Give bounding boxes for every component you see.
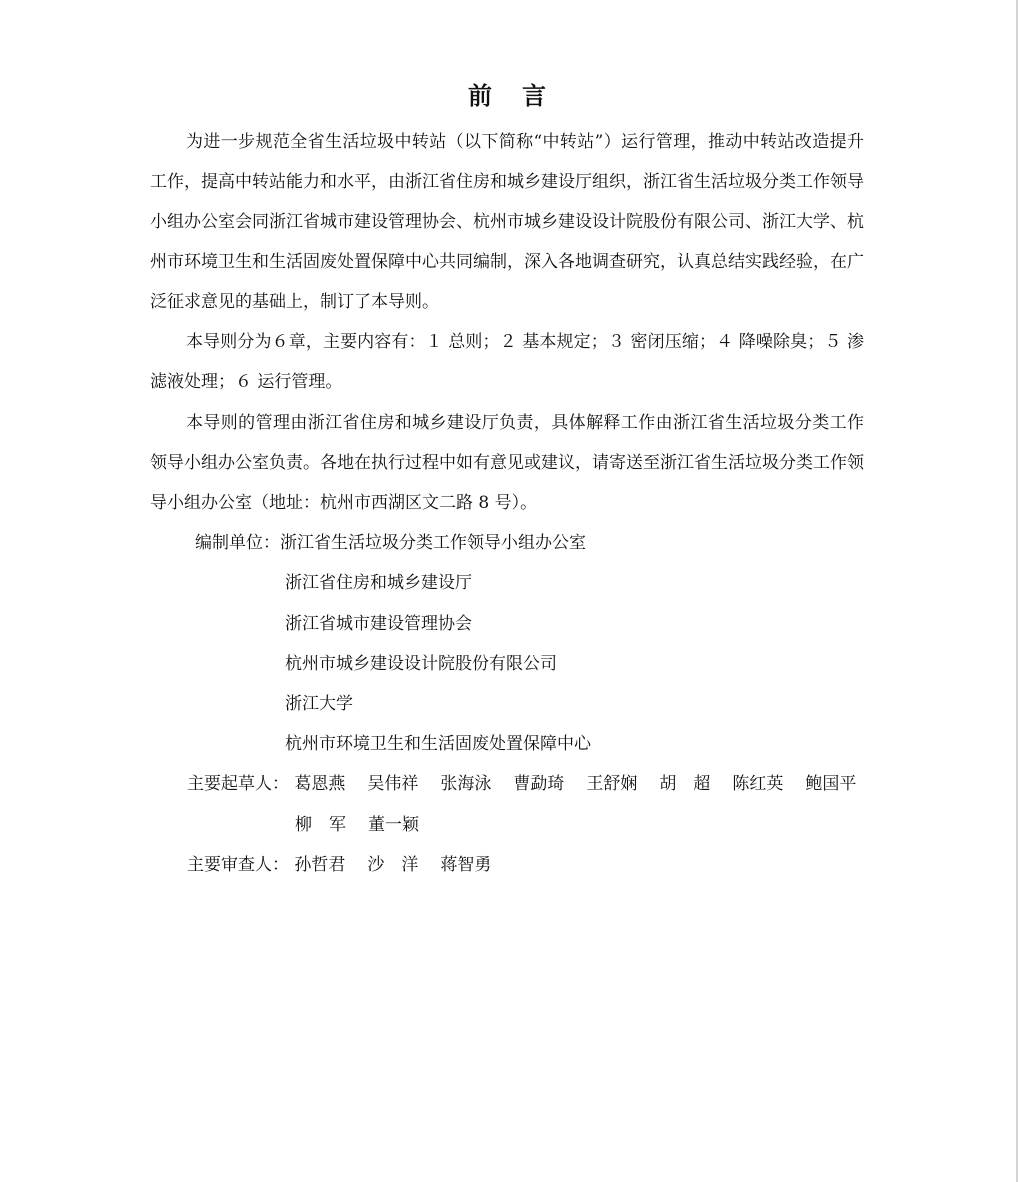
reviewers-row [187,845,491,885]
paragraph-management: 本导则的管理由浙江省住房和城乡建设厅负责，具体解释工作由浙江省生活垃圾分类工作领导小组办公室负责。各地在执行过程中如有意见或建议，请寄送至浙江省生活垃圾分类工作领导小组办公室（地址：杭州市西湖区文二路 8 号）。 [150,413,864,513]
drafter-name: 董一颖 [368,815,419,835]
paragraph-intro: 为进一步规范全省生活垃圾中转站（以下简称“中转站”）运行管理，推动中转站改造提升工作，提高中转站能力和水平，由浙江省住房和城乡建设厅组织，浙江省生活垃圾分类工作领导小组办公室会同浙江省城市建设管理协会、杭州市城乡建设设计院股份有限公司、浙江大学、杭州市环境卫生和生活固废处置保障中心共同编制，深入各地调查研究，认真总结实践经验，在广泛征求意见的基础上，制订了本导则。 [150,132,864,312]
drafters-label: 主要起草人： [187,774,289,794]
reviewer-name: 蒋智勇 [440,855,492,875]
reviewer-name: 沙 洋 [367,855,419,875]
reviewers-label: 主要审查人： [187,855,289,875]
paragraph-chapters: 本导则分为６章，主要内容有：１ 总则；２ 基本规定；３ 密闭压缩；４ 降噪除臭；５ 渗滤液处理；６ 运行管理。 [150,332,864,392]
title-char-1: 前 [468,82,492,110]
drafter-name: 王舒娴 [586,774,638,794]
drafter-name: 曹勐琦 [513,774,565,794]
compiling-unit: 杭州市环境卫生和生活固废处置保障中心 [285,734,591,754]
reviewer-names [289,855,491,875]
drafter-name: 吴伟祥 [367,774,419,794]
page-title [150,80,864,112]
compiling-units-label: 编制单位： [195,533,280,553]
drafter-name: 柳 军 [295,815,346,835]
drafters-row-1 [187,764,856,804]
reviewer-name: 孙哲君 [294,855,346,875]
compiling-unit: 浙江省生活垃圾分类工作领导小组办公室 [280,533,586,553]
title-char-2: 言 [522,82,546,110]
compiling-unit: 浙江省住房和城乡建设厅 [285,573,472,593]
compiling-unit: 浙江大学 [285,694,353,714]
drafter-name: 葛恩燕 [294,774,346,794]
drafter-name: 陈红英 [732,774,784,794]
drafter-name: 胡 超 [659,774,711,794]
compiling-units-row-1 [195,523,586,563]
drafter-names [289,774,856,794]
drafters-row-2 [295,805,419,845]
compiling-unit: 杭州市城乡建设设计院股份有限公司 [285,654,557,674]
drafter-name: 张海泳 [440,774,492,794]
compiling-unit: 浙江省城市建设管理协会 [285,614,472,634]
drafter-name: 鲍国平 [805,774,857,794]
